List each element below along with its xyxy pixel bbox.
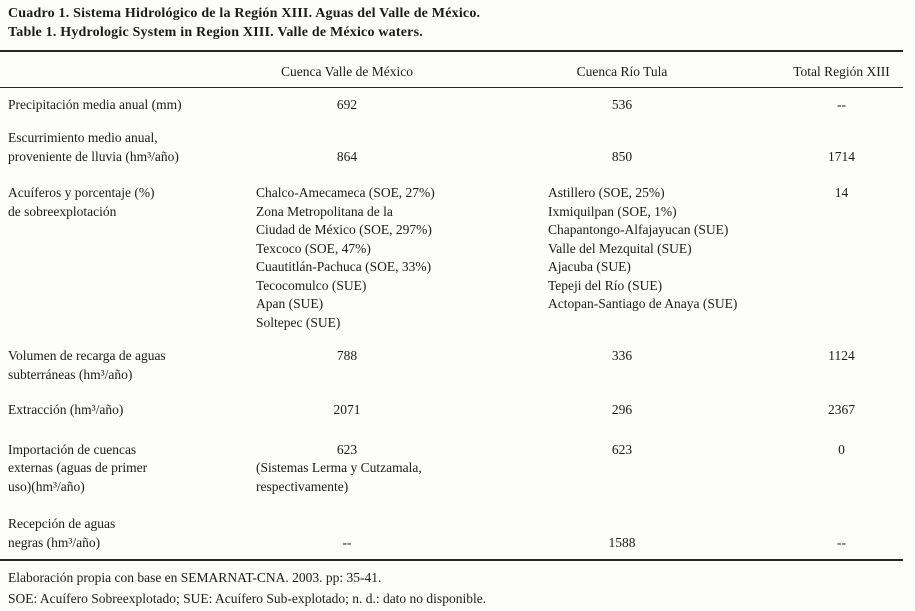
header-total-region-xiii: Total Región XIII (793, 64, 890, 79)
table-row (0, 166, 903, 332)
cell-total (780, 166, 903, 332)
cell-text-line: Actopan-Santiago de Anaya (SUE) (548, 296, 738, 311)
cell-value: 14 (834, 185, 849, 200)
cell-valle (252, 496, 548, 560)
table-row (0, 332, 903, 384)
cell-text-line: Texcoco (SOE, 47%) (256, 240, 371, 256)
cell-total (780, 87, 903, 114)
cell-value: 2071 (333, 402, 361, 417)
row-label-line: externas (aguas de primer (8, 460, 148, 475)
cell-text-line: Ajacuba (SUE) (548, 259, 631, 274)
cell-value: 788 (336, 348, 358, 363)
row-label (0, 384, 252, 420)
row-label-line: subterráneas (hm³/año) (8, 366, 133, 382)
row-label (0, 496, 252, 560)
abbreviations-note: SOE: Acuífero Sobreexplotado; SUE: Acuífero Sub-explotado; n. d.: dato no disponible. (8, 591, 487, 606)
cell-valle (252, 420, 548, 497)
row-label-line: Extracción (hm³/año) (8, 402, 124, 417)
cell-text-line: Chapantongo-Alfajayucan (SUE) (548, 222, 729, 237)
row-label (0, 87, 252, 114)
cell-text-line: Zona Metropolitana de la (256, 203, 393, 219)
cell-value: 864 (336, 148, 358, 164)
cell-value: -- (837, 534, 846, 550)
cell-total (780, 384, 903, 420)
cell-total (780, 496, 903, 560)
row-label-line: negras (hm³/año) (8, 534, 101, 550)
header-empty (0, 51, 252, 87)
cell-text-line: Tecocomulco (SUE) (256, 277, 367, 293)
table-caption (0, 0, 915, 42)
caption-english: Table 1. Hydrologic System in Region XIII. Valle de México waters. (8, 24, 423, 40)
cell-text-line: Valle del Mezquital (SUE) (548, 240, 692, 256)
cell-value: 623 (611, 441, 633, 457)
table-body (0, 87, 903, 560)
row-label-line: proveniente de lluvia (hm³/año) (8, 148, 179, 164)
cell-valle (252, 332, 548, 384)
cell-value: 1714 (828, 148, 855, 164)
table-row (0, 114, 903, 166)
cell-text-line: respectivamente) (256, 478, 349, 494)
cell-value: 536 (611, 96, 633, 112)
header-cuenca-valle-de-mexico: Cuenca Valle de México (280, 64, 414, 79)
table-footnotes (0, 567, 915, 609)
cell-total (780, 420, 903, 497)
cell-value: 850 (611, 148, 633, 164)
cell-text-line: Apan (SUE) (256, 296, 324, 311)
cell-value: 692 (336, 96, 358, 112)
row-label-line: Precipitación media anual (mm) (8, 96, 182, 112)
header-cuenca-rio-tula: Cuenca Río Tula (576, 64, 668, 79)
row-label (0, 420, 252, 497)
row-label-line: Volumen de recarga de aguas (8, 348, 166, 363)
cell-tula (548, 420, 780, 497)
cell-tula (548, 87, 780, 114)
row-label-line: Recepción de aguas (8, 516, 116, 531)
cell-text-line: Ciudad de México (SOE, 297%) (256, 222, 432, 237)
cell-value: 2367 (828, 402, 855, 417)
cell-text-line: Tepeji del Río (SUE) (548, 277, 663, 293)
source-note: Elaboración propia con base en SEMARNAT-CNA. 2003. pp: 35-41. (8, 570, 382, 585)
cell-valle (252, 384, 548, 420)
cell-value: 1124 (828, 348, 855, 363)
table-row (0, 384, 903, 420)
cell-value: 296 (611, 402, 633, 417)
cell-value: 0 (838, 441, 845, 457)
cell-text-line: (Sistemas Lerma y Cutzamala, (256, 460, 422, 475)
table-row (0, 496, 903, 560)
cell-text-line: Cuautitlán-Pachuca (SOE, 33%) (256, 259, 432, 274)
table-header-row (0, 51, 903, 87)
row-label-line: Escurrimiento medio anual, (8, 130, 158, 145)
cell-value: -- (837, 96, 846, 112)
cell-total (780, 114, 903, 166)
cell-valle (252, 114, 548, 166)
cell-text-line: Soltepec (SUE) (256, 314, 341, 330)
caption-spanish: Cuadro 1. Sistema Hidrológico de la Región XIII. Aguas del Valle de México. (8, 6, 481, 21)
table-row (0, 420, 903, 497)
cell-value: -- (342, 534, 352, 550)
cell-tula (548, 114, 780, 166)
cell-tula (548, 166, 780, 332)
cell-value: 336 (611, 348, 633, 363)
hydrologic-system-table (0, 50, 903, 561)
cell-tula (548, 496, 780, 560)
cell-text-line: Ixmiquilpan (SOE, 1%) (548, 203, 677, 219)
row-label-line: de sobreexplotación (8, 203, 117, 219)
cell-valle (252, 166, 548, 332)
row-label-line: Importación de cuencas (8, 441, 137, 457)
row-label (0, 332, 252, 384)
row-label (0, 114, 252, 166)
row-label-line: uso)(hm³/año) (8, 478, 85, 494)
cell-text-line: Astillero (SOE, 25%) (548, 185, 665, 200)
cell-valle (252, 87, 548, 114)
cell-total (780, 332, 903, 384)
cell-tula (548, 384, 780, 420)
cell-text-line: Chalco-Amecameca (SOE, 27%) (256, 185, 435, 200)
cell-value: 623 (336, 441, 358, 457)
cell-tula (548, 332, 780, 384)
row-label-line: Acuíferos y porcentaje (%) (8, 185, 155, 200)
cell-value: 1588 (608, 534, 636, 550)
table-row (0, 87, 903, 114)
row-label (0, 166, 252, 332)
